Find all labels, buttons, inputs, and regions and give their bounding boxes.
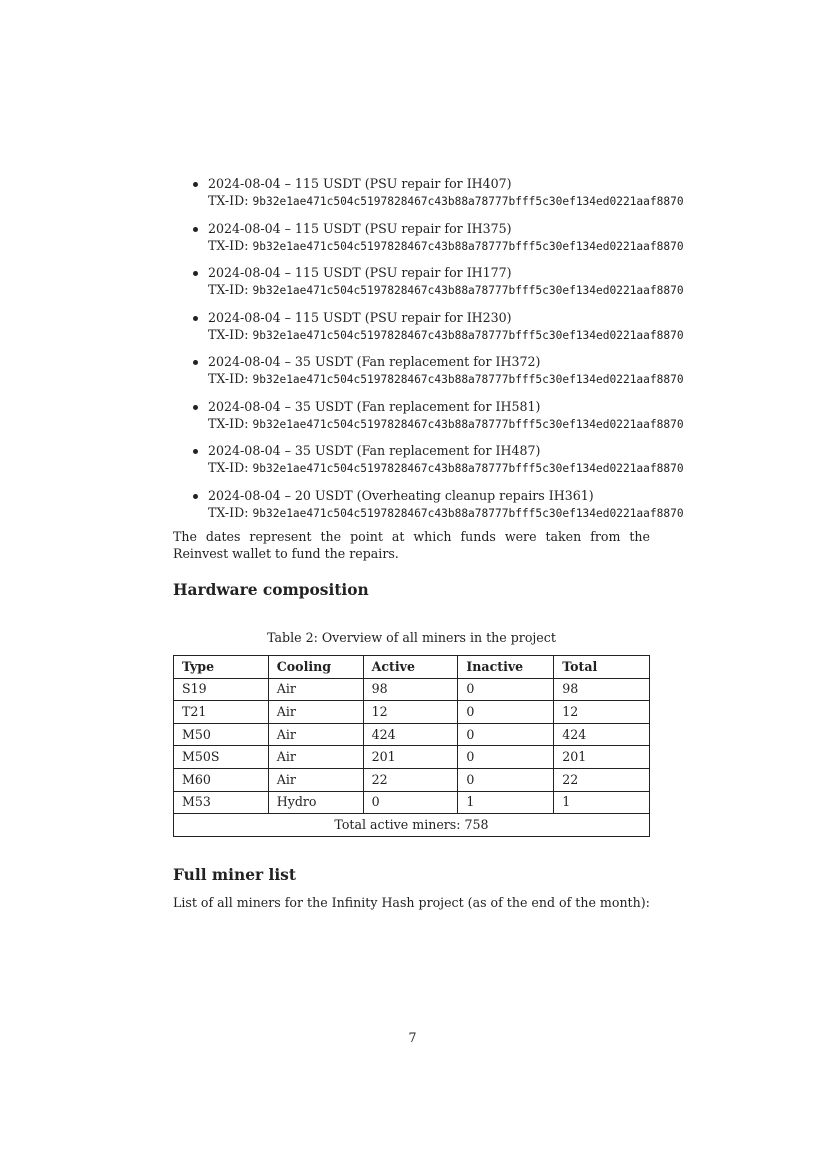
repair-description: 2024-08-04 – 35 USDT (Fan replacement for IH372)	[208, 354, 541, 369]
cell-cooling: Hydro	[268, 791, 363, 814]
cell-cooling: Air	[268, 701, 363, 724]
txid-label: TX-ID:	[208, 282, 249, 297]
bullet-icon	[193, 227, 198, 232]
cell-active: 0	[363, 791, 458, 814]
cell-inactive: 0	[458, 723, 554, 746]
repair-description: 2024-08-04 – 35 USDT (Fan replacement for IH487)	[208, 443, 541, 458]
cell-inactive: 0	[458, 746, 554, 769]
column-header-type: Type	[174, 656, 269, 679]
cell-cooling: Air	[268, 723, 363, 746]
cell-type: M60	[174, 768, 269, 791]
repair-txid-line	[208, 281, 684, 299]
column-header-cooling: Cooling	[268, 656, 363, 679]
total-active-miners: Total active miners: 758	[174, 814, 650, 837]
repair-txid-line	[208, 192, 684, 210]
txid-label: TX-ID:	[208, 460, 249, 475]
bullet-icon	[193, 182, 198, 187]
repair-description: 2024-08-04 – 35 USDT (Fan replacement for IH581)	[208, 398, 541, 414]
txid-value: 9b32e1ae471c504c5197828467c43b88a78777bfff5c30ef134ed0221aaf8870	[252, 328, 684, 342]
cell-active: 201	[363, 746, 458, 769]
cell-total: 201	[554, 746, 650, 769]
bullet-icon	[193, 360, 198, 365]
cell-active: 98	[363, 678, 458, 701]
cell-total: 22	[554, 768, 650, 791]
bullet-icon	[193, 316, 198, 321]
txid-label: TX-ID:	[208, 237, 249, 253]
repair-list	[193, 175, 753, 531]
txid-value: 9b32e1ae471c504c5197828467c43b88a78777bfff5c30ef134ed0221aaf8870	[252, 239, 684, 253]
full-list-intro: List of all miners for the Infinity Hash project (as of the end of the month):	[173, 895, 650, 910]
column-header-inactive: Inactive	[458, 656, 554, 679]
cell-inactive: 0	[458, 768, 554, 791]
txid-label: TX-ID:	[208, 326, 249, 342]
full-list-heading: Full miner list	[173, 866, 296, 884]
repair-description: 2024-08-04 – 115 USDT (PSU repair for IH407)	[208, 176, 512, 191]
repair-item	[193, 220, 753, 265]
cell-total: 98	[554, 678, 650, 701]
table-header-row	[174, 656, 650, 679]
cell-type: S19	[174, 678, 269, 701]
repair-item	[193, 442, 753, 487]
column-header-active: Active	[363, 656, 458, 679]
txid-value: 9b32e1ae471c504c5197828467c43b88a78777bfff5c30ef134ed0221aaf8870	[252, 462, 684, 475]
cell-type: M53	[174, 791, 269, 814]
repair-description: 2024-08-04 – 115 USDT (PSU repair for IH177)	[208, 265, 512, 280]
cell-inactive: 1	[458, 791, 554, 814]
txid-value: 9b32e1ae471c504c5197828467c43b88a78777bfff5c30ef134ed0221aaf8870	[252, 373, 684, 386]
table-row	[174, 768, 650, 791]
table-row	[174, 678, 650, 701]
cell-type: M50S	[174, 746, 269, 769]
cell-inactive: 0	[458, 701, 554, 724]
repair-description: 2024-08-04 – 20 USDT (Overheating cleanup repairs IH361)	[208, 487, 594, 503]
cell-active: 12	[363, 701, 458, 724]
bullet-icon	[193, 494, 198, 499]
repair-description: 2024-08-04 – 115 USDT (PSU repair for IH375)	[208, 220, 512, 236]
repair-txid-line	[208, 370, 684, 388]
cell-type: T21	[174, 701, 269, 724]
cell-active: 22	[363, 768, 458, 791]
txid-label: TX-ID:	[208, 504, 249, 520]
repair-txid-line	[208, 504, 684, 522]
repair-item	[193, 309, 753, 354]
cell-total: 1	[554, 791, 650, 814]
cell-cooling: Air	[268, 746, 363, 769]
repair-txid-line	[208, 415, 684, 433]
txid-label: TX-ID:	[208, 193, 249, 208]
cell-type: M50	[174, 723, 269, 746]
cell-total: 424	[554, 723, 650, 746]
table-row	[174, 723, 650, 746]
txid-value: 9b32e1ae471c504c5197828467c43b88a78777bfff5c30ef134ed0221aaf8870	[252, 195, 684, 208]
repair-txid-line	[208, 459, 684, 477]
repair-description: 2024-08-04 – 115 USDT (PSU repair for IH230)	[208, 309, 512, 325]
repair-item	[193, 487, 753, 532]
bullet-icon	[193, 449, 198, 454]
cell-cooling: Air	[268, 678, 363, 701]
repair-item	[193, 353, 753, 398]
txid-label: TX-ID:	[208, 415, 249, 431]
cell-total: 12	[554, 701, 650, 724]
txid-value: 9b32e1ae471c504c5197828467c43b88a78777bfff5c30ef134ed0221aaf8870	[252, 417, 684, 431]
txid-value: 9b32e1ae471c504c5197828467c43b88a78777bfff5c30ef134ed0221aaf8870	[252, 506, 684, 520]
txid-label: TX-ID:	[208, 371, 249, 386]
cell-active: 424	[363, 723, 458, 746]
repair-item	[193, 175, 753, 220]
repair-txid-line	[208, 237, 684, 255]
miners-table	[173, 655, 650, 837]
dates-note: The dates represent the point at which funds were taken from the Reinvest wallet to fund the repairs.	[173, 529, 650, 561]
table-row	[174, 701, 650, 724]
table-caption: Table 2: Overview of all miners in the project	[267, 630, 556, 645]
bullet-icon	[193, 405, 198, 410]
hardware-heading: Hardware composition	[173, 581, 369, 599]
table-row	[174, 746, 650, 769]
cell-cooling: Air	[268, 768, 363, 791]
repair-item	[193, 264, 753, 309]
table-total-row	[174, 814, 650, 837]
repair-txid-line	[208, 326, 684, 344]
txid-value: 9b32e1ae471c504c5197828467c43b88a78777bfff5c30ef134ed0221aaf8870	[252, 284, 684, 297]
bullet-icon	[193, 271, 198, 276]
cell-inactive: 0	[458, 678, 554, 701]
page-number: 7	[408, 1030, 417, 1045]
repair-item	[193, 398, 753, 443]
column-header-total: Total	[554, 656, 650, 679]
table-row	[174, 791, 650, 814]
